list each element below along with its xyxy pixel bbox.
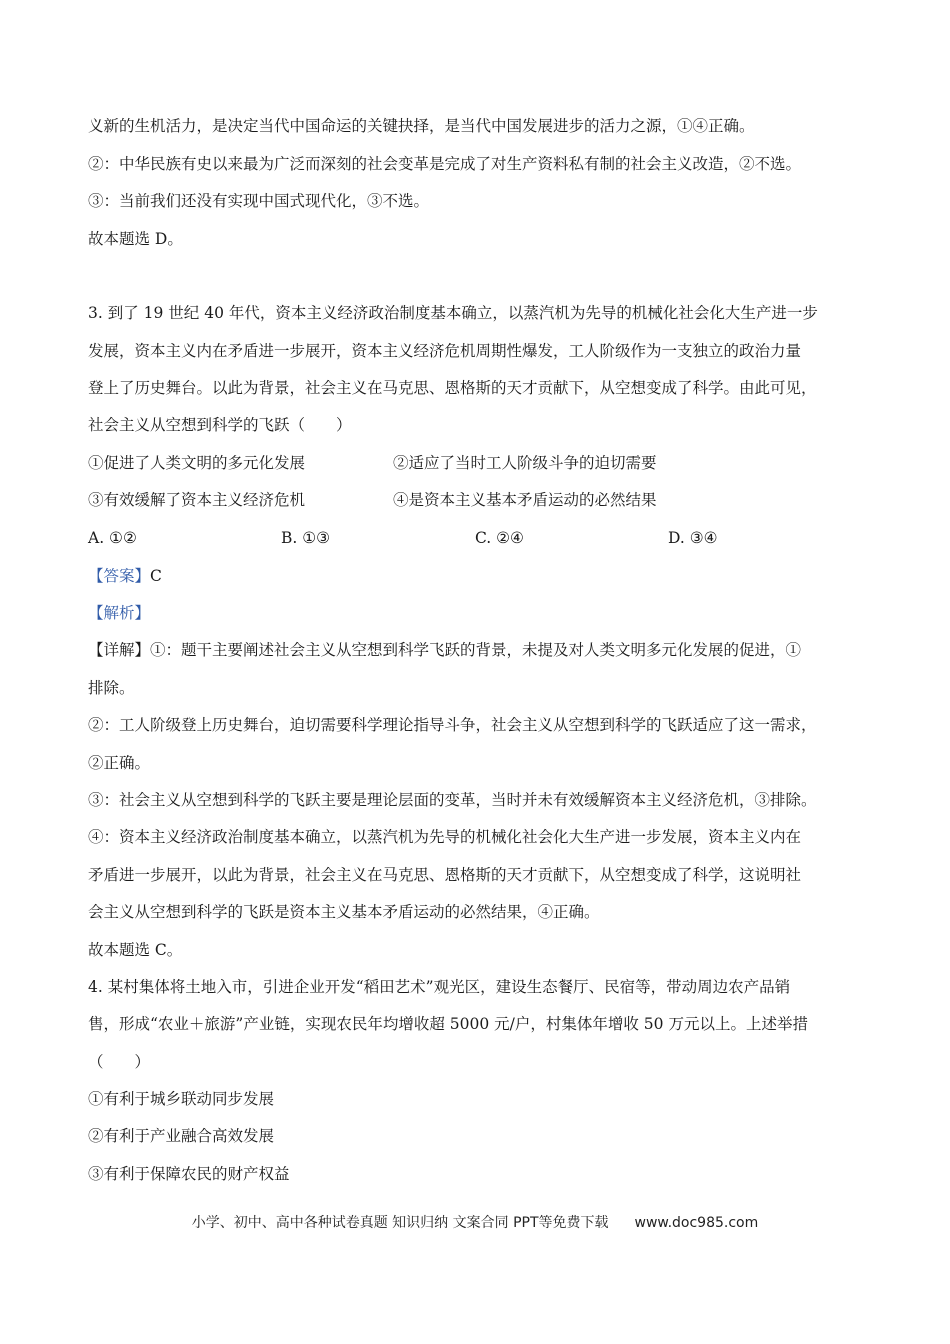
q3-detail-line: 会主义从空想到科学的飞跃是资本主义基本矛盾运动的必然结果，④正确。 <box>88 903 600 921</box>
q3-stem-line: 发展，资本主义内在矛盾进一步展开，资本主义经济危机周期性爆发，工人阶级作为一支独立的政治力量 <box>88 342 802 360</box>
page-footer <box>0 1212 950 1232</box>
q3-stem-line: 登上了历史舞台。以此为背景，社会主义在马克思、恩格斯的天才贡献下，从空想变成了科学。由此可见， <box>88 379 817 397</box>
prev-answer-conclusion: 故本题选 D。 <box>88 230 183 248</box>
q3-statement: ②适应了当时工人阶级斗争的迫切需要 <box>393 454 657 472</box>
q3-detail-conclusion: 故本题选 C。 <box>88 941 183 959</box>
q4-statement: ①有利于城乡联动同步发展 <box>88 1090 275 1108</box>
answer-value: C <box>150 567 162 585</box>
q3-choice-a: A. ①② <box>88 529 137 547</box>
q3-statement: ①促进了人类文明的多元化发展 <box>88 454 306 472</box>
q3-analysis-tag <box>88 603 150 623</box>
answer-tag: 【答案】 <box>88 567 151 585</box>
q3-detail-line: ③：社会主义从空想到科学的飞跃主要是理论层面的变革，当时并未有效缓解资本主义经济危机，③排除。 <box>88 791 817 809</box>
q3-stem-line: 3. 到了 19 世纪 40 年代，资本主义经济政治制度基本确立，以蒸汽机为先导的机械化社会化大生产进一步 <box>88 304 818 322</box>
q3-detail-line: 矛盾进一步展开，以此为背景，社会主义在马克思、恩格斯的天才贡献下，从空想变成了科学，这说明社 <box>88 866 802 884</box>
q3-stem-line: 社会主义从空想到科学的飞跃（ ） <box>88 416 352 434</box>
footer-url[interactable]: www.doc985.com <box>634 1215 759 1231</box>
q3-detail-line: 排除。 <box>88 679 135 697</box>
prev-answer-line: 义新的生机活力，是决定当代中国命运的关键抉择，是当代中国发展进步的活力之源，①④正确。 <box>88 117 755 135</box>
q4-stem-line: （ ） <box>88 1053 151 1071</box>
detail-text: ①：题干主要阐述社会主义从空想到科学飞跃的背景，未提及对人类文明多元化发展的促进，① <box>150 641 802 659</box>
q4-stem-line: 4. 某村集体将土地入市，引进企业开发“稻田艺术”观光区，建设生态餐厅、民宿等，带动周边农产品销 <box>88 978 791 996</box>
q4-statement: ②有利于产业融合高效发展 <box>88 1127 275 1145</box>
detail-tag: 【详解】 <box>88 641 151 659</box>
q3-choice-b: B. ①③ <box>281 529 331 547</box>
q3-choice-d: D. ③④ <box>668 529 718 547</box>
q3-detail-line: ②正确。 <box>88 754 151 772</box>
q3-detail-line <box>88 640 801 660</box>
q3-answer <box>88 566 162 586</box>
q3-statement: ④是资本主义基本矛盾运动的必然结果 <box>393 491 657 509</box>
q3-detail-line: ④：资本主义经济政治制度基本确立，以蒸汽机为先导的机械化社会化大生产进一步发展，资本主义内在 <box>88 828 802 846</box>
q3-statement: ③有效缓解了资本主义经济危机 <box>88 491 306 509</box>
prev-answer-line: ③：当前我们还没有实现中国式现代化，③不选。 <box>88 192 430 210</box>
q3-choice-c: C. ②④ <box>475 529 524 547</box>
analysis-tag: 【解析】 <box>88 604 151 622</box>
q4-stem-line: 售，形成“农业＋旅游”产业链，实现农民年均增收超 5000 元/户，村集体年增收 50 万元以上。上述举措 <box>88 1015 808 1033</box>
q3-detail-line: ②：工人阶级登上历史舞台，迫切需要科学理论指导斗争，社会主义从空想到科学的飞跃适应了这一需求， <box>88 716 817 734</box>
q4-statement: ③有利于保障农民的财产权益 <box>88 1165 290 1183</box>
footer-text: 小学、初中、高中各种试卷真题 知识归纳 文案合同 PPT等免费下载 <box>191 1215 609 1231</box>
prev-answer-line: ②：中华民族有史以来最为广泛而深刻的社会变革是完成了对生产资料私有制的社会主义改造，②不选。 <box>88 155 802 173</box>
